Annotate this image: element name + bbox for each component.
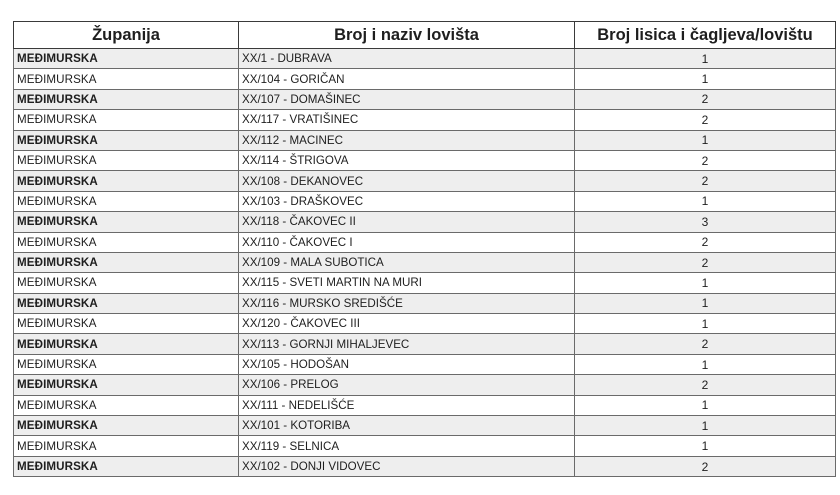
cell-hunting-ground: XX/110 - ČAKOVEC I [239,232,575,252]
cell-county: MEĐIMURSKA [14,273,239,293]
table-row [14,49,836,69]
table-header-row [14,22,836,49]
cell-count: 1 [575,293,836,313]
cell-county: MEĐIMURSKA [14,150,239,170]
cell-hunting-ground: XX/119 - SELNICA [239,436,575,456]
table-row [14,456,836,476]
cell-hunting-ground: XX/109 - MALA SUBOTICA [239,252,575,272]
header-fox-jackal-count: Broj lisica i čagljeva/lovištu [575,22,836,49]
cell-hunting-ground: XX/112 - MACINEC [239,130,575,150]
cell-count: 1 [575,395,836,415]
cell-hunting-ground: XX/117 - VRATIŠINEC [239,110,575,130]
cell-count: 2 [575,89,836,109]
cell-county: MEĐIMURSKA [14,212,239,232]
cell-county: MEĐIMURSKA [14,456,239,476]
cell-count: 1 [575,314,836,334]
cell-count: 2 [575,375,836,395]
cell-county: MEĐIMURSKA [14,334,239,354]
table-row [14,150,836,170]
cell-county: MEĐIMURSKA [14,171,239,191]
cell-hunting-ground: XX/114 - ŠTRIGOVA [239,150,575,170]
cell-count: 1 [575,49,836,69]
cell-hunting-ground: XX/102 - DONJI VIDOVEC [239,456,575,476]
cell-county: MEĐIMURSKA [14,436,239,456]
cell-hunting-ground: XX/108 - DEKANOVEC [239,171,575,191]
cell-count: 2 [575,334,836,354]
table-row [14,130,836,150]
cell-hunting-ground: XX/105 - HODOŠAN [239,354,575,374]
cell-county: MEĐIMURSKA [14,89,239,109]
cell-count: 2 [575,110,836,130]
cell-hunting-ground: XX/118 - ČAKOVEC II [239,212,575,232]
cell-count: 2 [575,456,836,476]
cell-hunting-ground: XX/115 - SVETI MARTIN NA MURI [239,273,575,293]
table-row [14,110,836,130]
cell-count: 1 [575,130,836,150]
header-hunting-ground: Broj i naziv lovišta [239,22,575,49]
cell-count: 1 [575,436,836,456]
table-row [14,436,836,456]
hunting-ground-table-sheet [13,21,835,477]
cell-county: MEĐIMURSKA [14,314,239,334]
cell-count: 2 [575,171,836,191]
table-row [14,89,836,109]
cell-count: 2 [575,232,836,252]
table-row [14,354,836,374]
cell-count: 2 [575,252,836,272]
cell-hunting-ground: XX/104 - GORIČAN [239,69,575,89]
cell-hunting-ground: XX/1 - DUBRAVA [239,49,575,69]
cell-count: 1 [575,354,836,374]
cell-county: MEĐIMURSKA [14,416,239,436]
cell-county: MEĐIMURSKA [14,395,239,415]
cell-hunting-ground: XX/116 - MURSKO SREDIŠĆE [239,293,575,313]
table-row [14,191,836,211]
table-row [14,375,836,395]
hunting-ground-table [13,21,836,477]
cell-county: MEĐIMURSKA [14,69,239,89]
header-county: Županija [14,22,239,49]
cell-hunting-ground: XX/111 - NEDELIŠĆE [239,395,575,415]
cell-hunting-ground: XX/107 - DOMAŠINEC [239,89,575,109]
cell-hunting-ground: XX/113 - GORNJI MIHALJEVEC [239,334,575,354]
cell-county: MEĐIMURSKA [14,232,239,252]
cell-county: MEĐIMURSKA [14,252,239,272]
cell-count: 1 [575,191,836,211]
cell-county: MEĐIMURSKA [14,354,239,374]
table-body [14,49,836,477]
cell-county: MEĐIMURSKA [14,130,239,150]
table-row [14,273,836,293]
table-row [14,212,836,232]
cell-count: 1 [575,416,836,436]
cell-hunting-ground: XX/103 - DRAŠKOVEC [239,191,575,211]
cell-hunting-ground: XX/106 - PRELOG [239,375,575,395]
table-row [14,334,836,354]
cell-count: 3 [575,212,836,232]
cell-county: MEĐIMURSKA [14,375,239,395]
cell-count: 2 [575,150,836,170]
table-row [14,252,836,272]
cell-county: MEĐIMURSKA [14,293,239,313]
cell-hunting-ground: XX/101 - KOTORIBA [239,416,575,436]
cell-county: MEĐIMURSKA [14,191,239,211]
cell-count: 1 [575,69,836,89]
table-row [14,69,836,89]
table-row [14,171,836,191]
table-row [14,293,836,313]
table-row [14,314,836,334]
cell-county: MEĐIMURSKA [14,110,239,130]
cell-hunting-ground: XX/120 - ČAKOVEC III [239,314,575,334]
table-row [14,232,836,252]
table-row [14,395,836,415]
cell-count: 1 [575,273,836,293]
table-row [14,416,836,436]
cell-county: MEĐIMURSKA [14,49,239,69]
